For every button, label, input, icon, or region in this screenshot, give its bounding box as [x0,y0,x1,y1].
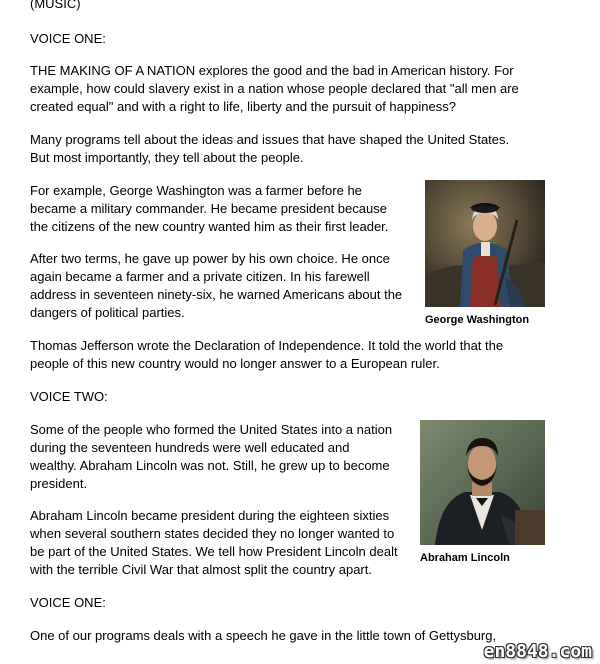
paragraph-line: wealthy. Abraham Lincoln was not. Still, he grew up to become [30,458,390,473]
speaker-label: VOICE ONE: [30,595,106,610]
music-tag: (MUSIC) [30,0,81,11]
paragraph-line: when several southern states decided they no longer wanted to [30,526,395,541]
speaker-label: VOICE ONE: [30,31,106,46]
paragraph-line: again became a farmer and a private citizen. In his farewell [30,269,370,284]
paragraph-line: Abraham Lincoln became president during the eighteen sixties [30,508,390,523]
lincoln-portrait [420,420,545,545]
washington-portrait [425,180,545,307]
paragraph-line: For example, George Washington was a farmer before he [30,183,362,198]
paragraph-line: dangers of political parties. [30,305,185,320]
paragraph-line: example, how could slavery exist in a nation whose people declared that "all men are [30,81,519,96]
paragraph-line: with the terrible Civil War that almost split the country apart. [30,562,372,577]
paragraph-line: the citizens of the new country wanted him as their first leader. [30,219,389,234]
paragraph-line: president. [30,476,88,491]
paragraph-line: Some of the people who formed the United States into a nation [30,422,393,437]
paragraph-line: during the seventeen hundreds were well educated and [30,440,350,455]
paragraph-line: people of this new country would no longer answer to a European ruler. [30,356,440,371]
paragraph-line: became a military commander. He became president because [30,201,387,216]
lincoln-caption: Abraham Lincoln [420,552,510,564]
watermark-logo: en8848.com [483,641,592,662]
paragraph-line: Thomas Jefferson wrote the Declaration of Independence. It told the world that the [30,338,504,353]
speaker-label: VOICE TWO: [30,389,108,404]
paragraph-line: After two terms, he gave up power by his own choice. He once [30,251,390,266]
paragraph-line: created equal" and with a right to life, liberty and the pursuit of happiness? [30,99,456,114]
paragraph-line: But most importantly, they tell about the people. [30,150,304,165]
paragraph-line: Many programs tell about the ideas and issues that have shaped the United States. [30,132,510,147]
paragraph-line: be part of the United States. We tell how President Lincoln dealt [30,544,398,559]
paragraph-line: One of our programs deals with a speech he gave in the little town of Gettysburg, [30,628,497,643]
washington-caption: George Washington [425,314,530,326]
paragraph-line: address in seventeen ninety-six, he warned Americans about the [30,287,403,302]
paragraph-line: THE MAKING OF A NATION explores the good and the bad in American history. For [30,63,514,78]
